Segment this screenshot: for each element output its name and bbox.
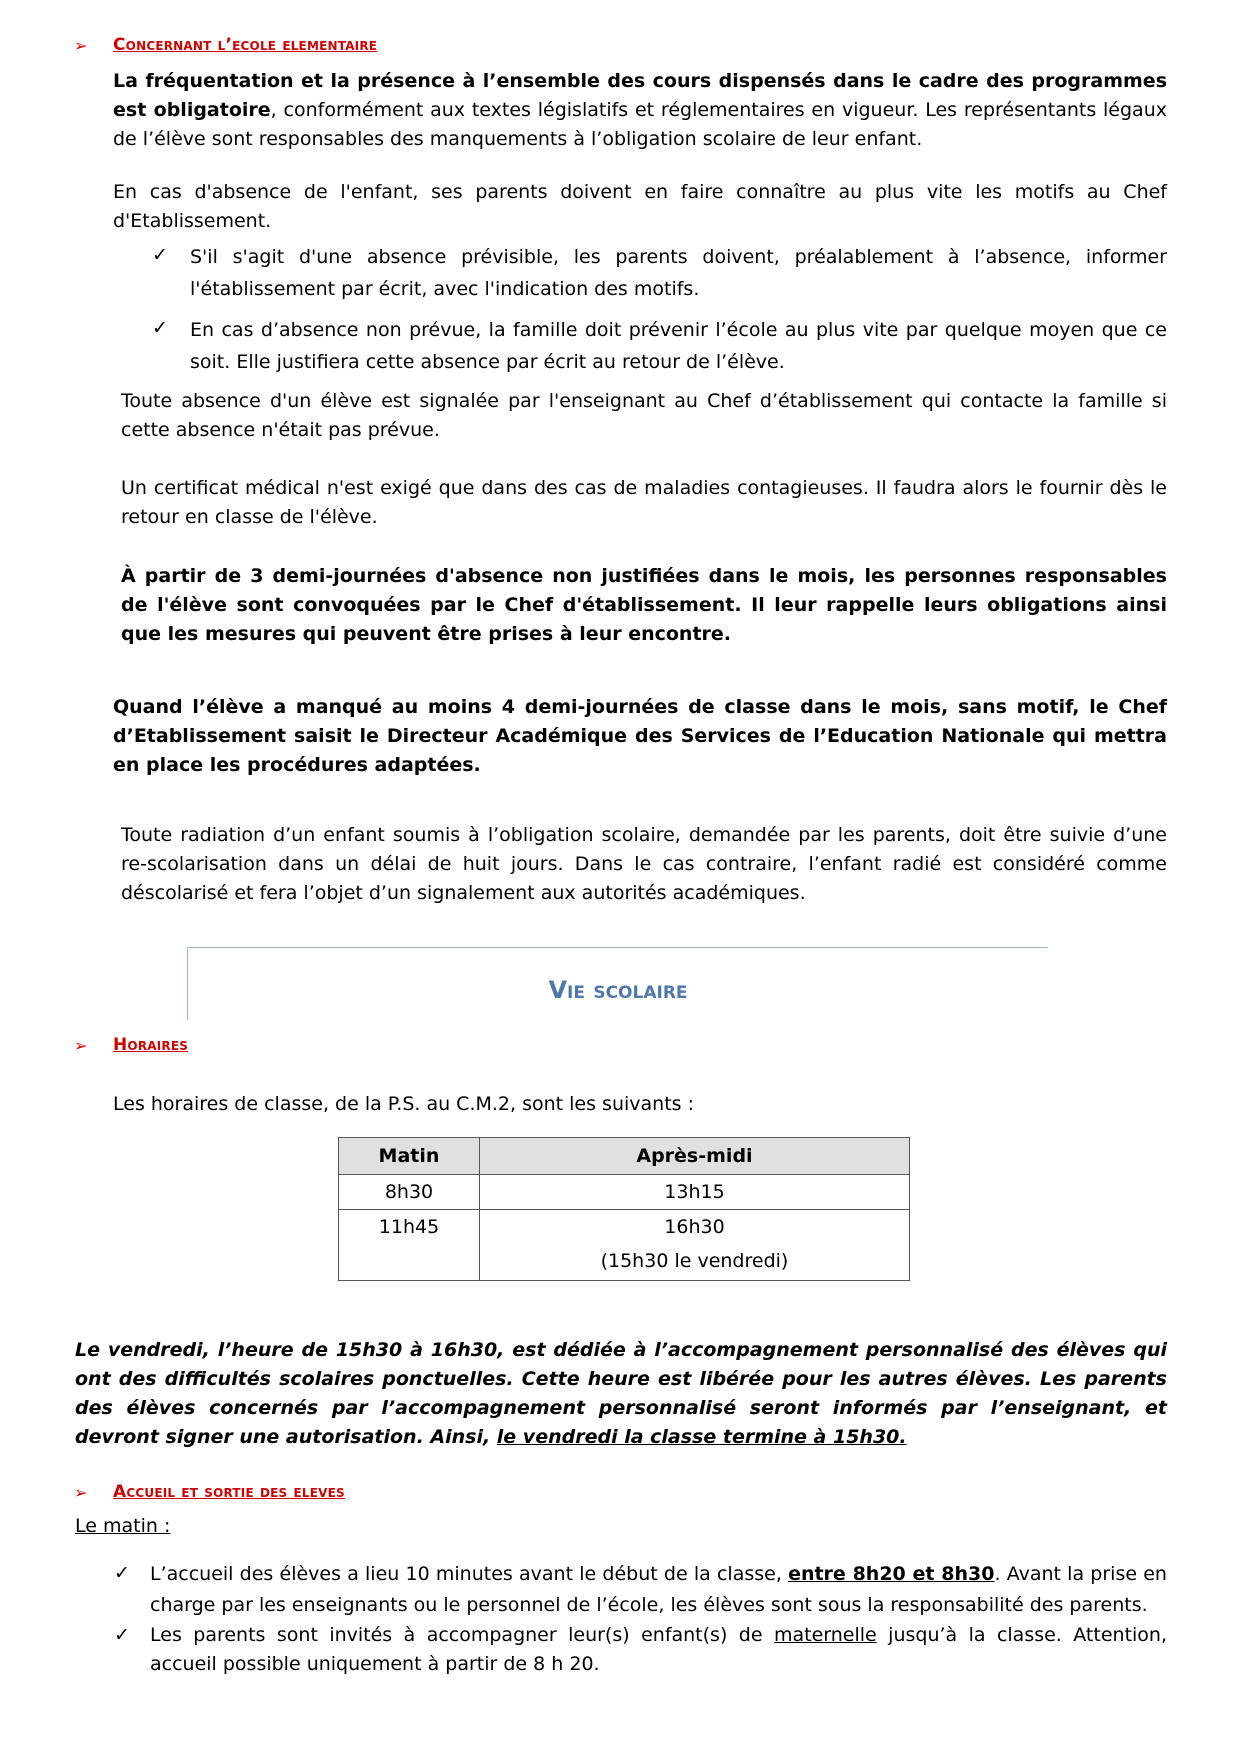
- arrow-bullet-icon: ➢: [74, 36, 88, 55]
- section-heading-ecole: Concernant l’ecole elementaire: [113, 35, 378, 55]
- table-cell-note: (15h30 le vendredi): [600, 1250, 789, 1272]
- vendredi-underlined-text: le vendredi la classe termine à 15h30.: [496, 1426, 907, 1448]
- page-title: Vie scolaire: [548, 976, 688, 1004]
- section-heading-horaires: Horaires: [113, 1035, 189, 1055]
- check-item-absence-previsible: S'il s'agit d'une absence prévisible, les parents doivent, préalablement à l’absence, informer l'établissement par écrit, avec l'indication des motifs.: [190, 246, 1167, 300]
- paragraph-certificat: Un certificat médical n'est exigé que dans des cas de maladies contagieuses. Il faudra alors le fournir dès le retour en classe de l'élève.: [121, 477, 1167, 528]
- table-cell-value: 16h30: [664, 1216, 725, 1238]
- table-row: [339, 1210, 910, 1281]
- table-cell: 13h15: [479, 1175, 909, 1210]
- table-cell: 11h45: [339, 1210, 480, 1281]
- table-row: [339, 1175, 910, 1210]
- maternelle-word: maternelle: [773, 1624, 877, 1646]
- paragraph-trois-demi-journees: À partir de 3 demi-journées d'absence non justifiées dans le mois, les personnes responsables de l'élève sont convoquées par le Chef d'établissement. Il leur rappelle leurs obligations ainsi que les mesures qui peuvent être prises à leur encontre.: [121, 565, 1167, 645]
- checkmark-icon: ✓: [114, 1624, 130, 1646]
- checkmark-icon: ✓: [152, 244, 168, 266]
- section-heading-accueil: Accueil et sortie des eleves: [113, 1482, 345, 1502]
- checkmark-icon: ✓: [152, 317, 168, 339]
- arrow-bullet-icon: ➢: [74, 1036, 88, 1055]
- accueil-time-range: entre 8h20 et 8h30: [788, 1563, 995, 1585]
- table-header-row: [339, 1138, 910, 1175]
- vendredi-main-text: Le vendredi, l’heure de 15h30 à 16h30, est dédiée à l’accompagnement personnalisé des élèves qui ont des difficultés scolaires ponctuelles. Cette heure est libérée pour les autres élèves. Les parents des élèves concernés par l’accompagnement personnalisé seront informés par l’enseignant, et devront signer une autorisation. Ainsi,: [75, 1339, 1167, 1448]
- accueil-text-a: L’accueil des élèves a lieu 10 minutes avant le début de la classe,: [150, 1563, 789, 1585]
- maternelle-text-a: Les parents sont invités à accompagner leur(s) enfant(s) de: [150, 1624, 774, 1646]
- accueil-text-c: . Avant la prise en charge par les enseignants ou le personnel de l’école, les élèves sont sous la responsabilité des parents.: [150, 1563, 1167, 1616]
- check-item-absence-non-prevue: En cas d’absence non prévue, la famille doit prévenir l’école au plus vite par quelque moyen que ce soit. Elle justifiera cette absence par écrit au retour de l’élève.: [190, 319, 1167, 373]
- arrow-bullet-icon: ➢: [74, 1483, 88, 1502]
- horaires-table: [338, 1137, 910, 1281]
- paragraph-frequentation: [113, 67, 1167, 154]
- paragraph-radiation: Toute radiation d’un enfant soumis à l’obligation scolaire, demandée par les parents, doit être suivie d’une re-scolarisation dans un délai de huit jours. Dans le cas contraire, l’enfant radié est considéré comme déscolarisé et fera l’objet d’un signalement aux autorités académiques.: [121, 824, 1167, 904]
- vie-scolaire-title-box: [187, 947, 1048, 1020]
- frequentation-bold-text: La fréquentation et la présence à l’ensemble des cours dispensés dans le cadre des programmes est obligatoire: [113, 70, 1167, 121]
- column-header-apres-midi: Après-midi: [479, 1138, 909, 1175]
- maternelle-text-c: jusqu’à la classe. Attention, accueil possible uniquement à partir de 8 h 20.: [150, 1624, 1168, 1675]
- frequentation-rest-text: , conformément aux textes législatifs et réglementaires en vigueur. Les représentants légaux de l’élève sont responsables des manquements à l’obligation scolaire de leur enfant.: [113, 99, 1167, 150]
- checkmark-icon: ✓: [114, 1562, 130, 1584]
- table-cell-multi: [479, 1210, 909, 1281]
- check-item-maternelle: [150, 1621, 1167, 1679]
- paragraph-signalement: Toute absence d'un élève est signalée par l'enseignant au Chef d’établissement qui contacte la famille si cette absence n'était pas prévue.: [121, 390, 1167, 441]
- horaires-intro: Les horaires de classe, de la P.S. au C.M.2, sont les suivants :: [113, 1093, 694, 1115]
- column-header-matin: Matin: [339, 1138, 480, 1175]
- paragraph-vendredi: [75, 1336, 1167, 1452]
- table-cell: 8h30: [339, 1175, 480, 1210]
- paragraph-absence: En cas d'absence de l'enfant, ses parents doivent en faire connaître au plus vite les motifs au Chef d'Etablissement.: [113, 181, 1167, 232]
- paragraph-quatre-demi-journees: Quand l’élève a manqué au moins 4 demi-journées de classe dans le mois, sans motif, le Chef d’Etablissement saisit le Directeur Académique des Services de l’Education Nationale qui mettra en place les procédures adaptées.: [113, 696, 1167, 776]
- check-item-accueil: [150, 1559, 1167, 1621]
- subheading-le-matin: Le matin :: [75, 1515, 171, 1537]
